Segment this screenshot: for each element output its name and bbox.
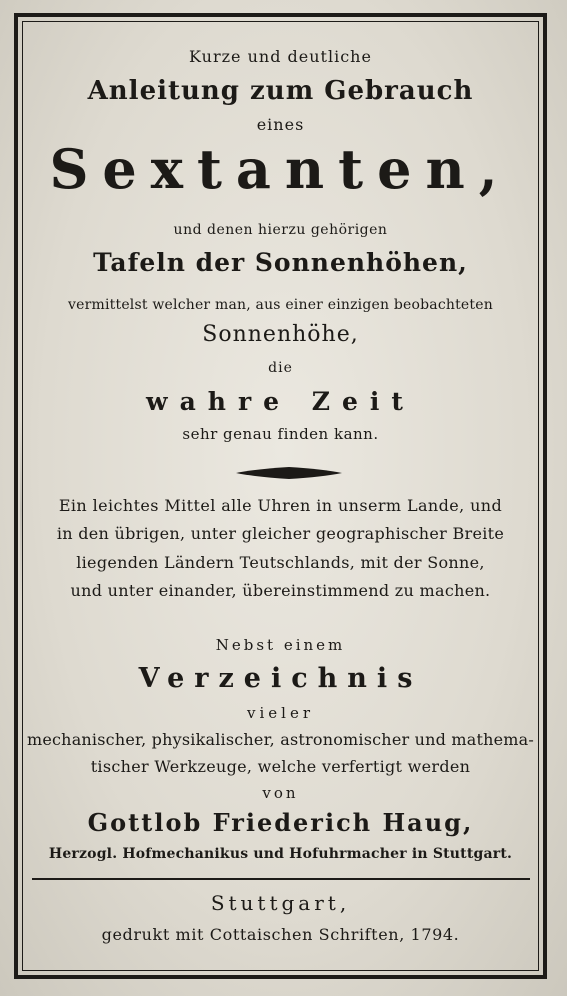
verzeichnis-heading: Verzeichnis: [138, 663, 423, 694]
author-name: Gottlob Friederich Haug,: [87, 808, 474, 837]
title-line-11: sehr genau finden kann.: [182, 425, 379, 443]
title-line-5: und denen hierzu gehörigen: [173, 222, 388, 238]
list-line-2: tischer Werkzeuge, welche verfertigt werden: [90, 757, 471, 776]
ornament-rule: [236, 466, 342, 480]
title-line-1: Kurze und deutliche: [189, 47, 372, 66]
title-line-2: Anleitung zum Gebrauch: [87, 76, 474, 106]
title-line-6: Tafeln der Sonnenhöhen,: [93, 248, 468, 277]
paragraph-line-4: und unter einander, übereinstimmend zu machen.: [70, 581, 491, 600]
main-title: Sextanten,: [49, 137, 512, 201]
author-title: Herzogl. Hofmechanikus und Hofuhrmacher in Stuttgart.: [48, 846, 513, 862]
imprint-rule: [32, 878, 530, 880]
nebst-line: Nebst einem: [215, 636, 346, 654]
title-line-8: Sonnenhöhe,: [202, 322, 359, 347]
title-line-7: vermittelst welcher man, aus einer einzigen beobachteten: [68, 297, 493, 313]
imprint-place: Stuttgart,: [210, 891, 351, 915]
paragraph-line-2: in den übrigen, unter gleicher geographischer Breite: [56, 524, 505, 543]
von-line: von: [262, 784, 299, 802]
paper-crease: [20, 420, 22, 600]
title-line-9: die: [268, 360, 293, 376]
title-line-10: wahre Zeit: [146, 387, 415, 416]
vieler-line: vieler: [247, 704, 314, 722]
imprint-line: gedrukt mit Cottaischen Schriften, 1794.: [101, 925, 460, 944]
paragraph-line-1: Ein leichtes Mittel alle Uhren in unserm Lande, und: [58, 496, 503, 515]
paragraph-line-3: liegenden Ländern Teutschlands, mit der Sonne,: [76, 553, 485, 572]
title-line-3: eines: [256, 115, 305, 134]
list-line-1: mechanischer, physikalischer, astronomischer und mathema-: [26, 730, 534, 749]
